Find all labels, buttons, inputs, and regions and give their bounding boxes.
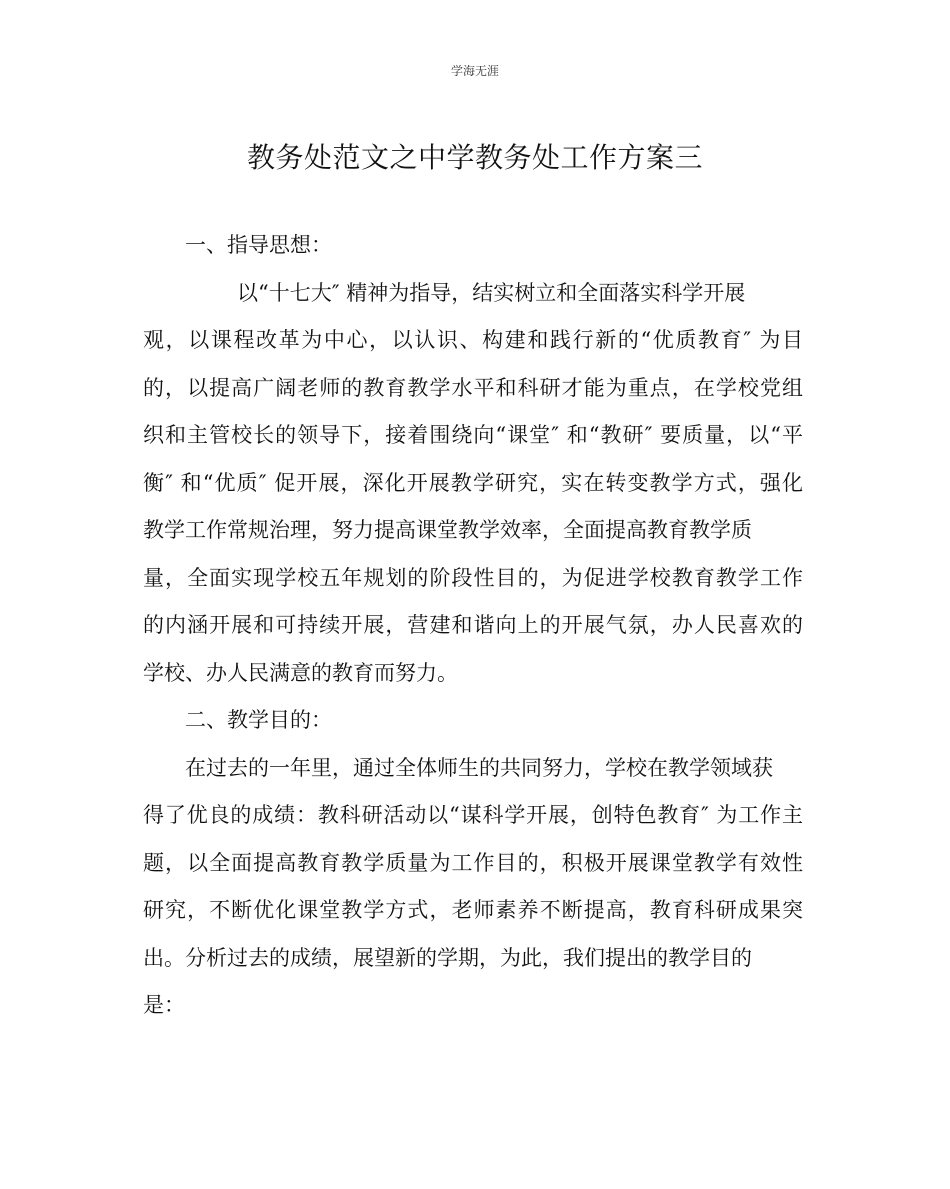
paragraph-line: 是： xyxy=(143,993,185,1017)
document-body xyxy=(143,222,803,1030)
paragraph-line: 教学工作常规治理，努力提高课堂教学效率，全面提高教育教学质 xyxy=(143,518,752,542)
section-heading-guiding-ideology: 一、指导思想： xyxy=(185,233,332,257)
paragraph-line: 学校、办人民满意的教育而努力。 xyxy=(143,660,458,685)
paragraph-line: 出。分析过去的成绩，展望新的学期，为此，我们提出的教学目的 xyxy=(143,945,752,970)
paragraph-line: 织和主管校长的领导下，接着围绕向“课堂″ 和“教研″ 要质量，以“平 xyxy=(143,423,803,447)
paragraph-line: 得了优良的成绩：教科研活动以“谋科学开展，创特色教育″ 为工作主 xyxy=(143,803,803,827)
paragraph-line: 观，以课程改革为中心，以认识、构建和践行新的“优质教育″ 为目 xyxy=(143,328,803,352)
paragraph-line: 的内涵开展和可持续开展，营建和谐向上的开展气氛，办人民喜欢的 xyxy=(143,613,803,637)
paragraph-line: 以“十七大″ 精神为指导，结实树立和全面落实科学开展 xyxy=(237,280,746,305)
paragraph-line: 题，以全面提高教育教学质量为工作目的，积极开展课堂教学有效性 xyxy=(143,850,803,875)
paragraph-line: 量，全面实现学校五年规划的阶段性目的，为促进学校教育教学工作 xyxy=(143,565,803,590)
paragraph-line: 在过去的一年里，通过全体师生的共同努力，学校在教学领域获 xyxy=(185,755,773,780)
paragraph-line: 的，以提高广阔老师的教育教学水平和科研才能为重点，在学校党组 xyxy=(143,375,803,400)
document-title: 教务处范文之中学教务处工作方案三 xyxy=(246,141,703,174)
section-heading-teaching-goals: 二、教学目的： xyxy=(185,708,332,732)
paragraph-line: 研究，不断优化课堂教学方式，老师素养不断提高，教育科研成果突 xyxy=(143,898,803,922)
paragraph-line: 衡″ 和“优质″ 促开展，深化开展教学研究，实在转变教学方式，强化 xyxy=(143,470,803,495)
page-header: 学海无涯 xyxy=(450,64,499,78)
